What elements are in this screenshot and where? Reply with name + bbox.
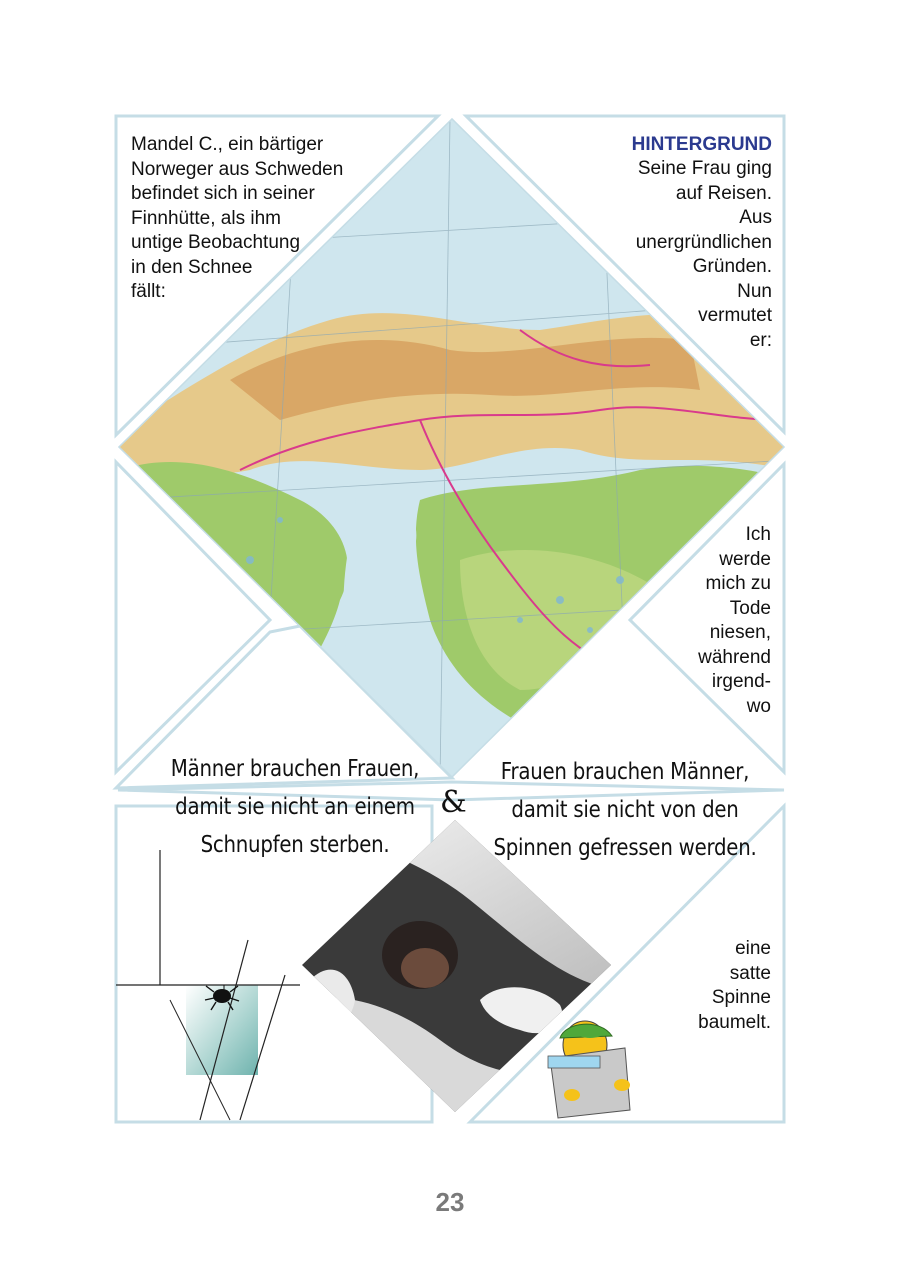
- slogan-men: Männer brauchen Frauen, damit sie nicht an einem Schnupfen sterben.: [170, 756, 420, 858]
- background-text: Seine Frau ging auf Reisen. Aus unergründlichen Gründen. Nun vermutet er:: [635, 158, 772, 351]
- intro-text: Mandel C., ein bärtiger Norweger aus Schweden befindet sich in seiner Finnhütte, als ihm untige Beobachtung in den Schnee fällt:: [131, 134, 344, 302]
- spider-drawing: [116, 850, 300, 1120]
- sneeze-text: Ich werde mich zu Tode niesen, während irgend- wo: [698, 524, 771, 717]
- spider-text: eine satte Spinne baumelt.: [698, 938, 771, 1033]
- slogan-women: Frauen brauchen Männer, damit sie nicht von den Spinnen gefressen werden.: [493, 759, 757, 861]
- newspaper-reader-cartoon: [548, 1021, 630, 1118]
- ampersand: &: [440, 785, 467, 820]
- background-heading: HINTERGRUND: [631, 134, 772, 155]
- page-number: 23: [435, 1187, 465, 1217]
